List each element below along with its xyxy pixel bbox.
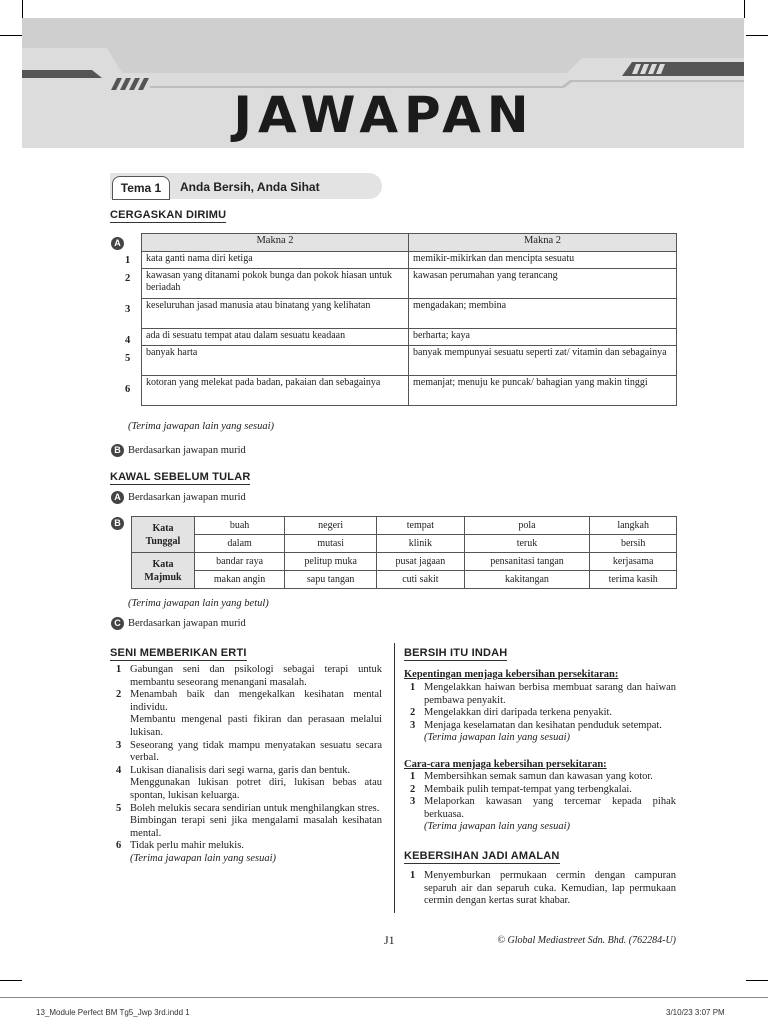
row-header: Kata Majmuk (132, 553, 195, 589)
table-row (132, 517, 677, 535)
table-cell: memanjat; menuju ke puncak/ bahagian yang makin tinggi (409, 376, 677, 406)
crop-mark (0, 980, 22, 981)
page-number: J1 (384, 933, 395, 947)
list-item: 2 Membaik pulih tempat-tempat yang terbengkalai. (410, 783, 632, 795)
copyright-text: © Global Mediastreet Sdn. Bhd. (762284-U) (497, 935, 676, 946)
table-cell: kata ganti nama diri ketiga (142, 252, 409, 269)
column-divider (394, 643, 395, 913)
section-heading-amalan: KEBERSIHAN JADI AMALAN (404, 850, 560, 862)
table-cell: negeri (285, 517, 377, 535)
list-item: 2 Mengelakkan diri daripada terkena penyakit. (410, 707, 613, 719)
list-item: 1 Gabungan seni dan psikologi sebagai terapi untuk membantu seseorang menangani masalah. (116, 664, 382, 688)
subheading: Kepentingan menjaga kebersihan persekitaran: (404, 669, 619, 680)
table-row (142, 376, 677, 406)
table-row (132, 553, 677, 571)
list-item: 1 Membersihkan semak samun dan kawasan yang kotor. (410, 771, 653, 782)
table-cell: sapu tangan (285, 571, 377, 589)
table-cell: terima kasih (590, 571, 677, 589)
answer-text: Berdasarkan jawapan murid (128, 618, 246, 629)
table-cell: dalam (195, 535, 285, 553)
crop-mark (744, 0, 745, 18)
list-item: 3 Seseorang yang tidak mampu menyatakan sesuatu secara verbal. (116, 739, 382, 764)
marker-a-icon: A (111, 237, 124, 250)
crop-mark (0, 35, 22, 36)
list-item: 3 Menjaga keselamatan dan kesihatan penduduk setempat. (410, 719, 662, 731)
table-cell: cuti sakit (377, 571, 465, 589)
row-header: Kata Tunggal (132, 517, 195, 553)
marker-b-icon: B (111, 517, 124, 530)
table-cell: kawasan perumahan yang terancang (409, 269, 677, 299)
section-heading-cergaskan: CERGASKAN DIRIMU (110, 209, 227, 221)
list-item: 1 Menyemburkan permukaan cermin dengan campuran separuh air dan separuh cuka. Kemudian, lap permukaan cermin dengan kertas surat khabar. (410, 870, 676, 907)
marker-b-icon: B (111, 444, 124, 457)
table-row (142, 299, 677, 329)
word-table (131, 516, 677, 589)
table-row (142, 252, 677, 269)
table-header: Makna 2 (409, 234, 677, 252)
slug-date: 3/10/23 3:07 PM (666, 1008, 725, 1017)
table-cell: bersih (590, 535, 677, 553)
table-cell: banyak harta (142, 346, 409, 376)
marker-a-icon: A (111, 491, 124, 504)
list-item: (Terima jawapan lain yang sesuai) (424, 732, 571, 744)
list-item: Menggunakan lukisan potret diri, lukisan bebas atau spontan, lukisan keluarga. (130, 777, 382, 801)
crop-mark (22, 0, 23, 18)
table-cell: ada di sesuatu tempat atau dalam sesuatu keadaan (142, 329, 409, 346)
bersih-list-1 (404, 682, 676, 745)
table-cell: pensanitasi tangan (464, 553, 590, 571)
table-row (142, 346, 677, 376)
table-cell: bandar raya (195, 553, 285, 571)
table-header: Makna 2 (142, 234, 409, 252)
list-item: (Terima jawapan lain yang sesuai) (130, 852, 277, 864)
table-cell: langkah (590, 517, 677, 535)
list-item: 3 Melaporkan kawasan yang tercemar kepada pihak berkuasa. (410, 796, 676, 820)
row-number: 2 (125, 273, 131, 284)
page-title: JAWAPAN (233, 86, 535, 144)
seni-list (110, 664, 382, 866)
crop-mark (746, 980, 768, 981)
table-cell: mutasi (285, 535, 377, 553)
table-cell: pelitup muka (285, 553, 377, 571)
row-number: 4 (125, 335, 131, 346)
answer-text: Berdasarkan jawapan murid (128, 492, 246, 503)
table-cell: makan angin (195, 571, 285, 589)
table-cell: pusat jagaan (377, 553, 465, 571)
theme-tab: Tema 1 (112, 176, 170, 200)
marker-c-icon: C (111, 617, 124, 630)
list-item: 5 Boleh melukis secara sendirian untuk menghilangkan stres. (116, 802, 380, 814)
table-cell: kotoran yang melekat pada badan, pakaian dan sebagainya (142, 376, 409, 406)
table-cell: kawasan yang ditanami pokok bunga dan pokok hiasan untuk beriadah (142, 269, 409, 299)
list-item: 4 Lukisan dianalisis dari segi warna, garis dan bentuk. (116, 764, 351, 776)
amalan-list (404, 870, 676, 908)
list-item: 6 Tidak perlu mahir melukis. (116, 840, 244, 852)
bersih-list-2 (404, 771, 676, 834)
meaning-table (141, 233, 677, 406)
table-cell: memikir-mikirkan dan mencipta sesuatu (409, 252, 677, 269)
table-cell: mengadakan; membina (409, 299, 677, 329)
note-text: (Terima jawapan lain yang betul) (128, 598, 269, 609)
section-heading-kawal: KAWAL SEBELUM TULAR (110, 471, 251, 483)
table-cell: buah (195, 517, 285, 535)
table-cell: kakitangan (464, 571, 590, 589)
table-row (142, 329, 677, 346)
section-heading-bersih: BERSIH ITU INDAH (404, 647, 508, 659)
section-heading-seni: SENI MEMBERIKAN ERTI (110, 647, 247, 659)
slug-filename: 13_Module Perfect BM Tg5_Jwp 3rd.indd 1 (36, 1008, 190, 1017)
list-item: Bimbingan terapi seni jika mengalami masalah kesihatan mental. (130, 815, 382, 839)
note-text: (Terima jawapan lain yang sesuai) (128, 421, 275, 432)
table-row (132, 535, 677, 553)
row-number: 3 (125, 304, 131, 315)
list-item: 1 Mengelakkan haiwan berbisa membuat sarang dan haiwan pembawa penyakit. (410, 682, 676, 706)
row-number: 6 (125, 384, 131, 395)
list-item: 2 Menambah baik dan mengekalkan kesihatan mental individu. (116, 689, 382, 713)
table-row (142, 269, 677, 299)
list-item: (Terima jawapan lain yang sesuai) (424, 821, 571, 833)
table-row (132, 571, 677, 589)
table-cell: klinik (377, 535, 465, 553)
table-cell: kerjasama (590, 553, 677, 571)
table-cell: tempat (377, 517, 465, 535)
list-item: Membantu mengenal pasti fikiran dan perasaan melalui lukisan. (130, 714, 382, 738)
table-cell: banyak mempunyai sesuatu seperti zat/ vitamin dan sebagainya (409, 346, 677, 376)
theme-title: Anda Bersih, Anda Sihat (180, 180, 320, 194)
subheading: Cara-cara menjaga kebersihan persekitaran: (404, 759, 607, 770)
table-cell: berharta; kaya (409, 329, 677, 346)
answer-text: Berdasarkan jawapan murid (128, 445, 246, 456)
row-number: 1 (125, 255, 131, 266)
crop-mark (746, 35, 768, 36)
table-cell: keseluruhan jasad manusia atau binatang yang kelihatan (142, 299, 409, 329)
slug-divider (0, 997, 768, 998)
row-number: 5 (125, 353, 131, 364)
table-cell: teruk (464, 535, 590, 553)
table-cell: pola (464, 517, 590, 535)
